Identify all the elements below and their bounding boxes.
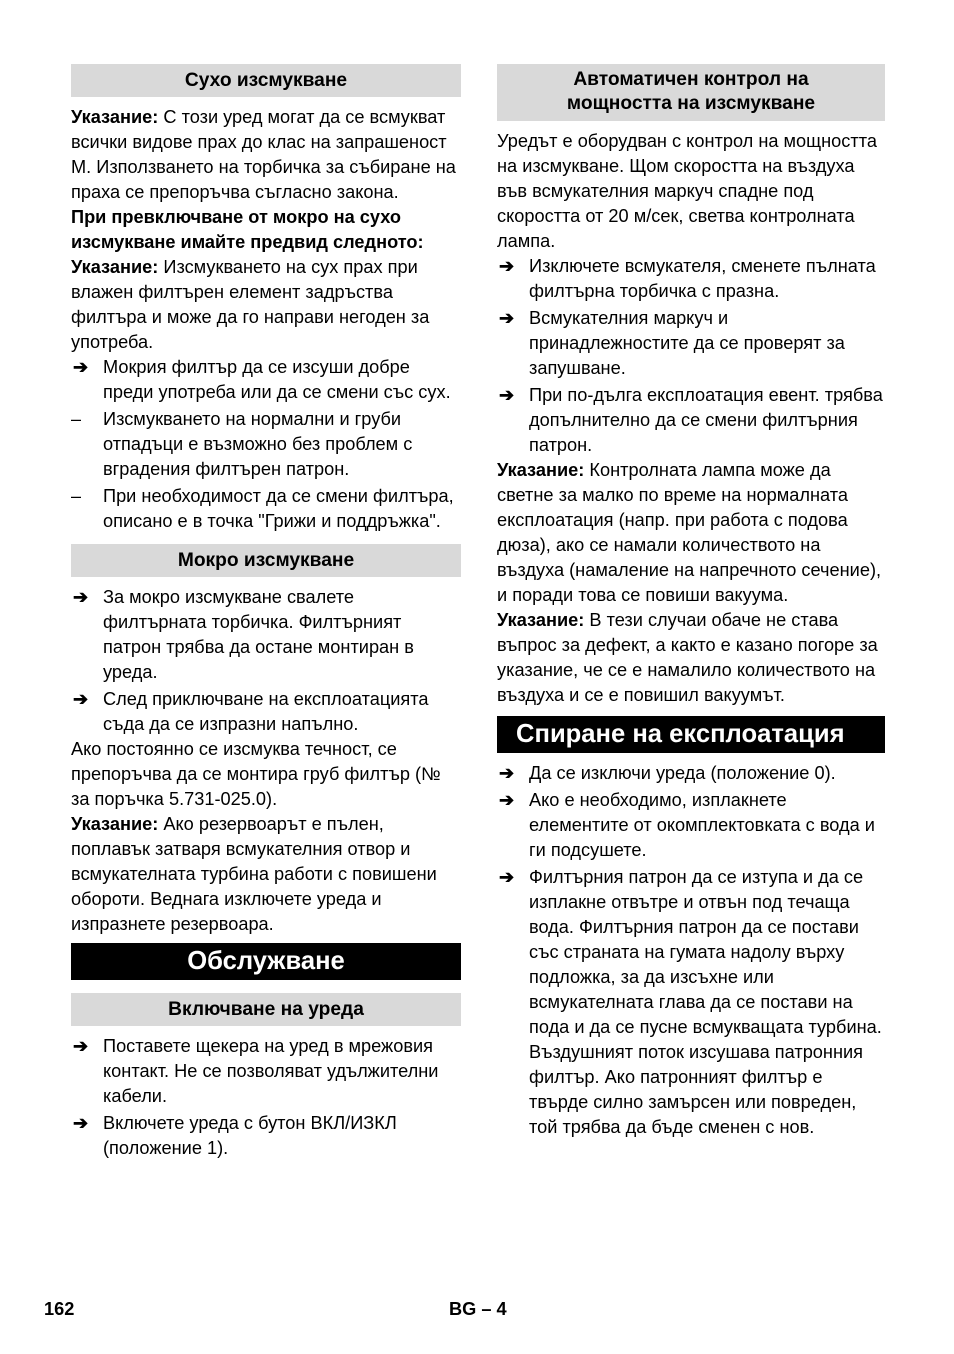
note-text: Ако резервоарът е пълен, поплавък затваря всмукателния отвор и всмукателната турбина работи с повишени обороти. Веднага изключете уреда и изпразнете резервоара. [71,814,437,934]
arrow-right-icon: ➔ [73,1036,89,1056]
list-switch-on [71,1034,461,1161]
auto-note-1 [497,458,885,608]
wet-note [71,812,461,937]
list-item [497,306,885,381]
list-item-text: Мокрия филтър да се изсуши добре преди употреба или да се смени със сух. [103,357,451,402]
arrow-right-icon: ➔ [499,308,515,328]
list-item [497,865,885,1140]
left-column [71,64,461,1161]
list-item [71,407,461,482]
section-heading-auto-suction-control [497,64,885,121]
note-label: Указание: [71,257,159,277]
arrow-right-icon: ➔ [73,689,89,709]
list-item-text: При необходимост да се смени филтъра, описано е в точка "Грижи и поддръжка". [103,486,454,531]
note-label: Указание: [497,460,585,480]
section-heading-wet-vacuuming: Мокро изсмукване [71,544,461,577]
list-item [497,254,885,304]
list-dry [71,355,461,534]
list-item [71,1034,461,1109]
list-wet [71,585,461,737]
dash-marker: – [71,486,82,506]
list-item-text: Всмукателния маркуч и принадлежностите да се проверят за запушване. [529,308,845,378]
note-text: Изсмукването на сух прах при влажен филтърен елемент задръства филтъра и може да го направи негоден за употреба. [71,257,430,352]
chapter-heading-operation: Обслужване [71,943,461,980]
heading-line: Автоматичен контрол на [573,69,809,90]
right-column [497,64,885,1140]
list-item-text: Филтърния патрон да се изтупа и да се изплакне отвътре и отвън под течаща вода. Филтърния патрон да се постави със страната на гумата надолу върху подложка, за да изсъхне или всмукателната глава да се постави на пода и да се пусне всмукващата турбина. Въздушният поток изсушава патронния филтър. Ако патронният филтър е твърде силно замърсен или повреден, той трябва да бъде сменен с нов. [529,867,882,1137]
note-label: Указание: [497,610,585,630]
page-code: BG – 4 [449,1299,507,1319]
list-auto [497,254,885,458]
arrow-right-icon: ➔ [499,256,515,276]
heading-line: мощността на изсмукване [566,93,816,114]
dry-switch-instruction: При превключване от мокро на сухо изсмукване имайте предвид следното: [71,207,424,252]
list-item-text: Изсмукването на нормални и груби отпадъци е възможно без проблем с вградения филтърен патрон. [103,409,413,479]
note-text: В тези случаи обаче не става въпрос за дефект, а както е казано погоре за указание, че се е намалило количеството на въздуха и се е повишил вакуумът. [497,610,878,705]
list-item-text: Включете уреда с бутон ВКЛ/ИЗКЛ (положение 1). [103,1113,397,1158]
section-heading-switch-on: Включване на уреда [71,993,461,1026]
list-item [497,761,885,786]
list-item-text: При по-дълга експлоатация евент. трябва допълнително да се смени филтърния патрон. [529,385,883,455]
arrow-right-icon: ➔ [499,867,515,887]
list-item-text: Изключете всмукателя, сменете пълната филтърна торбичка с празна. [529,256,876,301]
page-number: 162 [44,1299,75,1319]
dry-note-2 [71,255,461,355]
section-heading-dry-vacuuming: Сухо изсмукване [71,64,461,97]
list-item-text: Поставете щекера на уред в мрежовия контакт. Не се позволяват удължителни кабели. [103,1036,439,1106]
list-item [497,383,885,458]
list-item-text: Ако е необходимо, изплакнете елементите от окомплектовката с вода и ги подсушете. [529,790,875,860]
list-shutdown [497,761,885,1140]
list-item [71,1111,461,1161]
list-item [71,585,461,685]
arrow-right-icon: ➔ [499,790,515,810]
dash-marker: – [71,409,82,429]
wet-paragraph: Ако постоянно се изсмуква течност, се препоръчва да се монтира груб филтър (№ за поръчка 5.731-025.0). [71,739,441,809]
arrow-right-icon: ➔ [499,763,515,783]
note-label: Указание: [71,107,159,127]
auto-note-2 [497,608,885,708]
list-item-text: За мокро изсмукване свалете филтърната торбичка. Филтърният патрон трябва да остане монтиран в уреда. [103,587,414,682]
dry-note-1 [71,105,461,205]
note-text: Контролната лампа може да светне за малко по време на нормалната експлоатация (напр. при работа с подова дюза), ако се намали количеството на въздуха (намаление на напречното сечение), и поради това се повиши вакуума. [497,460,882,605]
arrow-right-icon: ➔ [499,385,515,405]
note-label: Указание: [71,814,159,834]
auto-paragraph: Уредът е оборудван с контрол на мощността на изсмукване. Щом скоростта на въздуха във всмукателния маркуч спадне под скоростта от 20 м/сек, светва контролната лампа. [497,131,877,251]
arrow-right-icon: ➔ [73,357,89,377]
list-item [71,484,461,534]
list-item [497,788,885,863]
list-item [71,355,461,405]
list-item-text: Да се изключи уреда (положение 0). [529,763,836,783]
note-text: С този уред могат да се всмукват всички видове прах до клас на запрашеност M. Използването на торбичка за събиране на праха се препоръчва съгласно закона. [71,107,456,202]
chapter-heading-shutdown: Спиране на експлоатация [497,716,885,753]
arrow-right-icon: ➔ [73,587,89,607]
list-item-text: След приключване на експлоатацията съда да се изпразни напълно. [103,689,429,734]
arrow-right-icon: ➔ [73,1113,89,1133]
list-item [71,687,461,737]
